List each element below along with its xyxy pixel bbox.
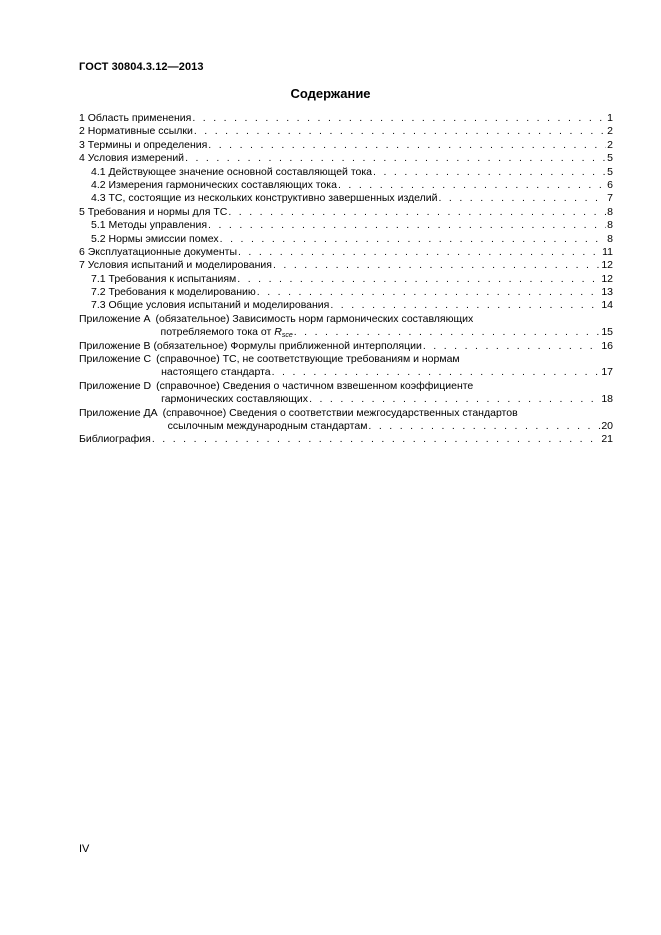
toc-entry-page: 16	[601, 339, 613, 352]
toc-entry[interactable]	[79, 152, 613, 165]
toc-subentry[interactable]	[79, 166, 613, 179]
leader-dots	[272, 366, 601, 379]
toc-bibliography[interactable]	[79, 433, 613, 446]
toc-entry-page: 1	[607, 112, 613, 124]
toc-appendix-da[interactable]	[79, 407, 613, 434]
toc-entry-label: 2 Нормативные ссылки	[79, 125, 193, 138]
leader-dots	[273, 259, 600, 272]
toc-subentry[interactable]	[79, 192, 613, 205]
leader-dots	[439, 192, 607, 205]
appendix-label: Приложение D	[79, 379, 152, 392]
toc-subentry[interactable]	[79, 286, 613, 299]
appendix-title: Приложение В (обязательное) Формулы приближенной интерполяции	[79, 339, 422, 352]
toc-entry-label: 5 Требования и нормы для ТС	[79, 205, 228, 218]
toc-entry-label: 7.1 Требования к испытаниям	[91, 272, 237, 285]
appendix-title-line2: гармонических составляющих	[161, 393, 309, 406]
toc-entry-label: 4 Условия измерений	[79, 152, 185, 165]
leader-dots	[309, 393, 600, 406]
leader-dots	[373, 166, 606, 179]
toc-entry-page: 8	[607, 205, 613, 218]
toc-entry-page: 5	[607, 152, 613, 165]
appendix-title-line1: (справочное) ТС, не соответствующие требованиям и нормам	[156, 353, 460, 366]
page-number: IV	[79, 843, 90, 855]
toc-entry[interactable]	[79, 125, 613, 138]
leader-dots	[257, 286, 601, 299]
toc-appendix-d[interactable]	[79, 380, 613, 407]
appendix-label: Приложение С	[79, 353, 152, 366]
toc-appendix-b[interactable]	[79, 340, 613, 353]
toc-entry-page: 21	[601, 433, 613, 446]
leader-dots	[185, 152, 606, 165]
leader-dots	[330, 299, 600, 312]
toc-entry-label: 1 Область применения	[79, 112, 192, 124]
toc-entry-page: 7	[607, 192, 613, 205]
leader-dots	[238, 246, 601, 259]
leader-dots	[294, 326, 601, 339]
toc-appendix-c[interactable]	[79, 353, 613, 380]
leader-dots	[194, 125, 606, 138]
toc-entry-label: 7.3 Общие условия испытаний и моделирования	[91, 299, 330, 312]
toc-entry[interactable]	[79, 206, 613, 219]
toc-subentry[interactable]	[79, 179, 613, 192]
toc-entry-page: 20	[601, 419, 613, 432]
leader-dots	[192, 112, 606, 125]
toc-entry[interactable]	[79, 259, 613, 272]
toc-entry-page: 8	[607, 232, 613, 245]
appendix-label: Приложение А	[79, 312, 151, 325]
leader-dots	[208, 219, 606, 232]
toc-entry-page: 18	[601, 393, 613, 406]
toc-entry-page: 8	[607, 219, 613, 232]
leader-dots	[228, 206, 606, 219]
appendix-title-line2: настоящего стандарта	[161, 366, 271, 379]
toc-entry-page: 15	[601, 326, 613, 339]
appendix-title-line1: (обязательное) Зависимость норм гармонических составляющих	[155, 312, 474, 325]
toc-subentry[interactable]	[79, 233, 613, 246]
toc-subentry[interactable]	[79, 219, 613, 232]
toc-entry-page: 2	[607, 125, 613, 138]
appendix-title-line2: потребляемого тока от Rsce	[160, 326, 293, 340]
toc-subentry[interactable]	[79, 273, 613, 286]
toc-entry-page: 6	[607, 178, 613, 191]
toc-entry-label: 4.1 Действующее значение основной составляющей тока	[91, 165, 373, 178]
toc-entry-label: 7 Условия испытаний и моделирования	[79, 259, 272, 272]
toc-entry-page: 13	[601, 286, 613, 299]
leader-dots	[423, 340, 600, 353]
toc-appendix-a[interactable]	[79, 313, 613, 340]
toc-entry[interactable]	[79, 139, 613, 152]
leader-dots	[368, 420, 600, 433]
leader-dots	[338, 179, 606, 192]
appendix-label: Приложение ДА	[79, 406, 158, 419]
leader-dots	[237, 273, 600, 286]
appendix-title-line1: (справочное) Сведения о соответствии межгосударственных стандартов	[162, 406, 518, 419]
leader-dots	[152, 433, 600, 446]
appendix-title-line2: ссылочным международным стандартам	[167, 419, 368, 432]
toc-entry-label: 6 Эксплуатационные документы	[79, 245, 237, 258]
toc-entry-page: 11	[602, 245, 613, 258]
toc-entry[interactable]	[79, 112, 613, 125]
leader-dots	[208, 139, 606, 152]
toc-entry-page: 12	[601, 272, 613, 285]
toc-entry-label: 3 Термины и определения	[79, 138, 208, 151]
leader-dots	[220, 233, 607, 246]
toc-entry-page: 12	[601, 259, 613, 272]
toc-entry-page: 17	[601, 366, 613, 379]
toc-entry-label: 5.1 Методы управления	[91, 219, 208, 232]
toc-entry-label: Библиография	[79, 433, 151, 446]
toc-entry-label: 7.2 Требования к моделированию	[91, 286, 256, 299]
toc-entry-label: 4.3 ТС, состоящие из нескольких конструктивно завершенных изделий	[91, 192, 438, 205]
appendix-label: Приложение В	[79, 339, 151, 352]
toc-subentry[interactable]	[79, 299, 613, 312]
table-of-contents	[79, 112, 613, 447]
toc-entry-page: 2	[607, 138, 613, 151]
toc-entry-page: 14	[601, 299, 613, 312]
toc-entry-label: 5.2 Нормы эмиссии помех	[91, 232, 219, 245]
toc-entry-page: 5	[607, 165, 613, 178]
toc-entry[interactable]	[79, 246, 613, 259]
appendix-title-line1: (справочное) Сведения о частичном взвешенном коэффициенте	[156, 379, 474, 392]
toc-title: Содержание	[290, 86, 371, 101]
document-code: ГОСТ 30804.3.12—2013	[79, 61, 204, 73]
toc-entry-label: 4.2 Измерения гармонических составляющих тока	[91, 178, 337, 191]
